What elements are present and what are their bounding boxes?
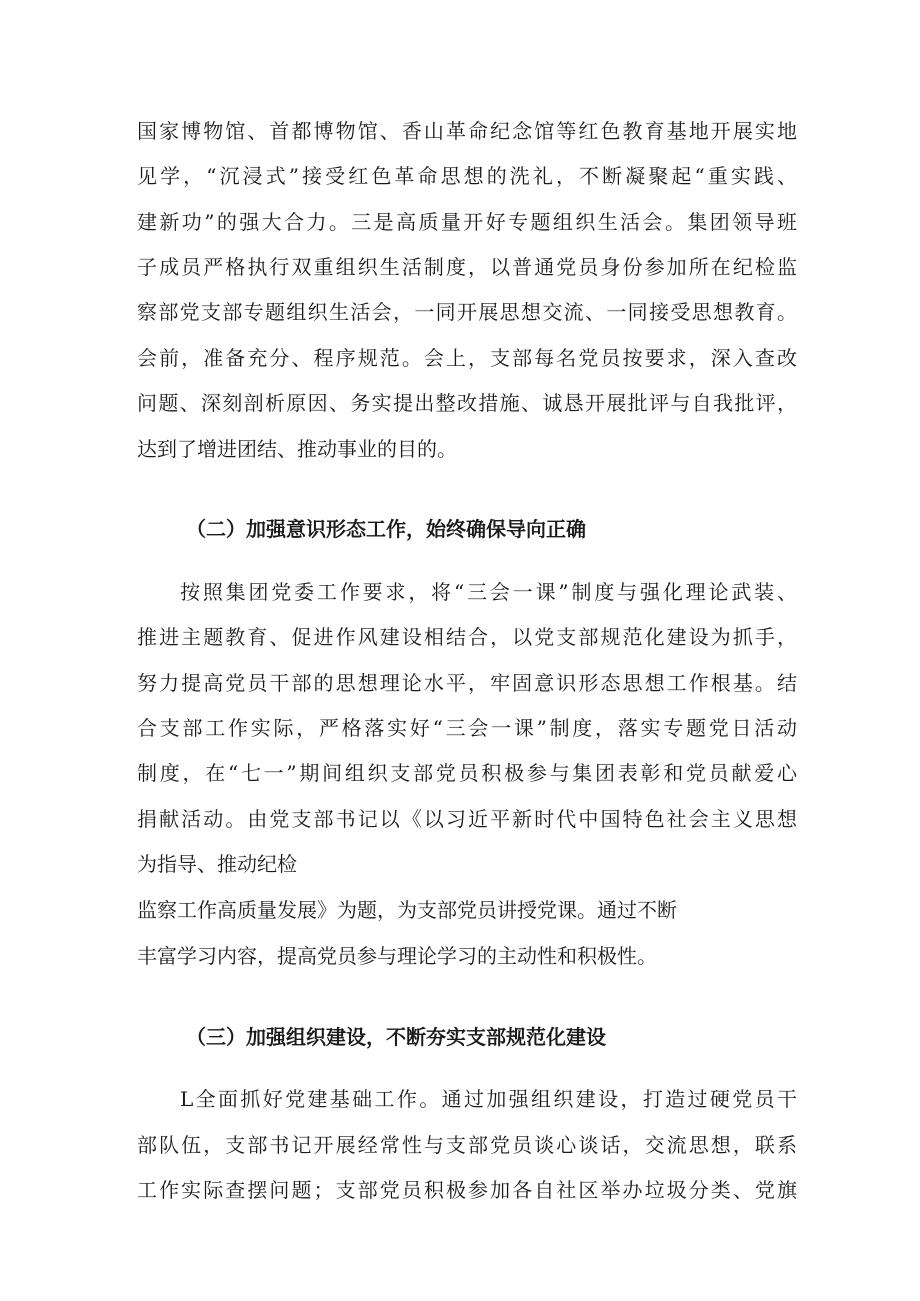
- text-line: 推进主题教育、促进作风建设相结合，以党支部规范化建设为抓手，: [137, 625, 797, 649]
- text-line: 工作实际查摆问题；支部党员积极参加各自社区举办垃圾分类、党旗: [137, 1178, 797, 1202]
- text-line: 会前，准备充分、程序规范。会上，支部每名党员按要求，深入查改: [137, 346, 797, 370]
- text-line: 部队伍，支部书记开展经常性与支部党员谈心谈话，交流思想，联系: [137, 1133, 797, 1157]
- text-line: 建新功”的强大合力。三是高质量开好专题组织生活会。集团领导班: [137, 210, 797, 234]
- text-line: 捐献活动。由党支部书记以《以习近平新时代中国特色社会主义思想: [137, 807, 797, 831]
- text-line: 丰富学习内容，提高党员参与理论学习的主动性和积极性。: [137, 944, 657, 968]
- text-line: 监察工作高质量发展》为题，为支部党员讲授党课。通过不断: [137, 898, 677, 922]
- text-line: L全面抓好党建基础工作。通过加强组织建设，打造过硬党员干: [180, 1087, 797, 1111]
- text-line: 努力提高党员干部的思想理论水平，牢固意识形态思想工作根基。结: [137, 671, 797, 695]
- text-line: 国家博物馆、首都博物馆、香山革命纪念馆等红色教育基地开展实地: [137, 119, 797, 143]
- text-line: 察部党支部专题组织生活会，一同开展思想交流、一同接受思想教育。: [137, 300, 797, 324]
- text-line: 按照集团党委工作要求，将“三会一课”制度与强化理论武装、: [180, 580, 797, 604]
- section-heading: （二）加强意识形态工作，始终确保导向正确: [186, 517, 586, 541]
- text-line: 问题、深刻剖析原因、务实提出整改措施、诚恳开展批评与自我批评，: [137, 391, 797, 415]
- text-line: 制度，在“七一”期间组织支部党员积极参与集团表彰和党员献爱心: [137, 761, 797, 785]
- text-line: 见学，“沉浸式”接受红色革命思想的洗礼，不断凝聚起“重实践、: [137, 164, 797, 188]
- text-line: 合支部工作实际，严格落实好“三会一课”制度，落实专题党日活动: [137, 716, 797, 740]
- text-line: 达到了增进团结、推动事业的目的。: [137, 437, 457, 461]
- text-line: 为指导、推动纪检: [137, 852, 297, 876]
- section-heading: （三）加强组织建设，不断夯实支部规范化建设: [186, 1025, 606, 1049]
- text-line: 子成员严格执行双重组织生活制度，以普通党员身份参加所在纪检监: [137, 255, 797, 279]
